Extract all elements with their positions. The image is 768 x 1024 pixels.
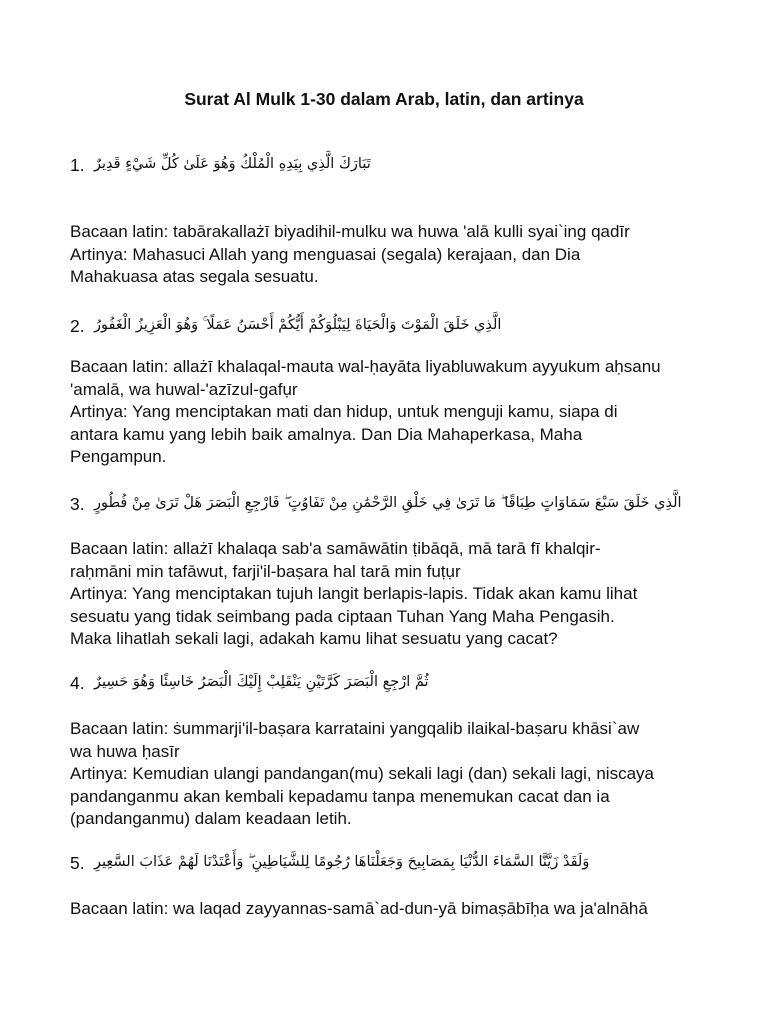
verse-4-meaning-line: Artinya: Kemudian ulangi pandangan(mu) sekali lagi (dan) sekali lagi, niscaya bbox=[70, 764, 654, 784]
verse-3-meaning-line: Maka lihatlah sekali lagi, adakah kamu lihat sesuatu yang cacat? bbox=[70, 629, 558, 649]
verse-5-arabic-text: وَلَقَدْ زَيَّنَّا السَّمَاءَ الدُّنْيَا بِمَصَابِيحَ وَجَعَلْنَاهَا رُجُومًا لِلشَّيَاطِينِ ۖ وَأَعْتَدْنَا لَهُمْ عَذَابَ السَّعِيرِ bbox=[94, 854, 590, 870]
verse-4-arabic-text: ثُمَّ ارْجِعِ الْبَصَرَ كَرَّتَيْنِ يَنْقَلِبْ إِلَيْكَ الْبَصَرُ خَاسِئًا وَهُوَ حَسِيرٌ bbox=[94, 674, 429, 690]
verse-1-meaning-line: Mahakuasa atas segala sesuatu. bbox=[70, 267, 319, 287]
verse-4-meaning-line: pandanganmu akan kembali kepadamu tanpa menemukan cacat dan ia bbox=[70, 786, 610, 806]
verse-4-latin-line: wa huwa ḥasīr bbox=[70, 741, 180, 761]
verse-2-meaning-line: Pengampun. bbox=[70, 447, 167, 467]
verse-2-meaning-line: antara kamu yang lebih baik amalnya. Dan Dia Mahaperkasa, Maha bbox=[70, 424, 583, 444]
verse-4-text-block bbox=[70, 718, 710, 831]
verse-4-arabic-row bbox=[70, 668, 690, 698]
verse-3-arabic-row bbox=[70, 489, 690, 519]
document-title: Surat Al Mulk 1-30 dalam Arab, latin, dan artinya bbox=[184, 89, 584, 109]
verse-4-latin-line: Bacaan latin: ṡummarji'il-baṣara karrataini yangqalib ilaikal-baṣaru khāsi`aw bbox=[70, 719, 640, 738]
verse-5-arabic-row bbox=[70, 848, 690, 878]
verse-1-text-block bbox=[70, 221, 710, 289]
verse-5-number: 5. bbox=[70, 853, 85, 873]
verse-2-number: 2. bbox=[70, 316, 85, 336]
verse-1-latin-line: Bacaan latin: tabārakallażī biyadihil-mulku wa huwa 'alā kulli syai`ing qadīr bbox=[70, 222, 630, 241]
verse-3-latin-line: raḥmāni min tafāwut, farji'il-baṣara hal tarā min fuṭụr bbox=[70, 561, 461, 581]
verse-3-arabic-text: الَّذِي خَلَقَ سَبْعَ سَمَاوَاتٍ طِبَاقًا ۖ مَا تَرَىٰ فِي خَلْقِ الرَّحْمَٰنِ مِنْ تَفَاوُتٍ ۖ فَارْجِعِ الْبَصَرَ هَلْ تَرَىٰ مِنْ فُطُورٍ bbox=[94, 495, 682, 511]
verse-3-number: 3. bbox=[70, 494, 85, 514]
verse-1-arabic-row bbox=[70, 150, 690, 180]
verse-1-number: 1. bbox=[70, 155, 85, 175]
verse-2-latin-line: Bacaan latin: allażī khalaqal-mauta wal-ḥayāta liyabluwakum ayyukum aḥsanu bbox=[70, 357, 661, 376]
verse-5-latin-line: Bacaan latin: wa laqad zayyannas-samā`ad-dun-yā bimaṣābīḥa wa ja'alnāhā bbox=[70, 899, 648, 918]
verse-3-latin-line: Bacaan latin: allażī khalaqa sab'a samāwātin ṭibāqā, mā tarā fī khalqir- bbox=[70, 539, 601, 558]
verse-2-text-block bbox=[70, 356, 710, 469]
verse-2-arabic-text: الَّذِي خَلَقَ الْمَوْتَ وَالْحَيَاةَ لِيَبْلُوَكُمْ أَيُّكُمْ أَحْسَنُ عَمَلًا ۚ وَهُوَ الْعَزِيزُ الْغَفُورُ bbox=[94, 317, 502, 333]
verse-3-meaning-line: sesuatu yang tidak seimbang pada ciptaan Tuhan Yang Maha Pengasih. bbox=[70, 606, 615, 626]
verse-2-meaning-line: Artinya: Yang menciptakan mati dan hidup, untuk menguji kamu, siapa di bbox=[70, 402, 618, 422]
verse-4-number: 4. bbox=[70, 673, 85, 693]
verse-1-meaning-line: Artinya: Mahasuci Allah yang menguasai (segala) kerajaan, dan Dia bbox=[70, 244, 581, 264]
verse-3-meaning-line: Artinya: Yang menciptakan tujuh langit berlapis-lapis. Tidak akan kamu lihat bbox=[70, 584, 638, 604]
verse-5-text-block bbox=[70, 898, 710, 921]
verse-2-arabic-row bbox=[70, 311, 690, 341]
verse-2-latin-line: 'amalā, wa huwal-'azīzul-gafụr bbox=[70, 379, 298, 399]
verse-4-meaning-line: (pandanganmu) dalam keadaan letih. bbox=[70, 809, 352, 829]
verse-1-arabic-text: تَبَارَكَ الَّذِي بِيَدِهِ الْمُلْكُ وَهُوَ عَلَىٰ كُلِّ شَيْءٍ قَدِيرٌ bbox=[94, 156, 371, 172]
verse-3-text-block bbox=[70, 538, 710, 651]
